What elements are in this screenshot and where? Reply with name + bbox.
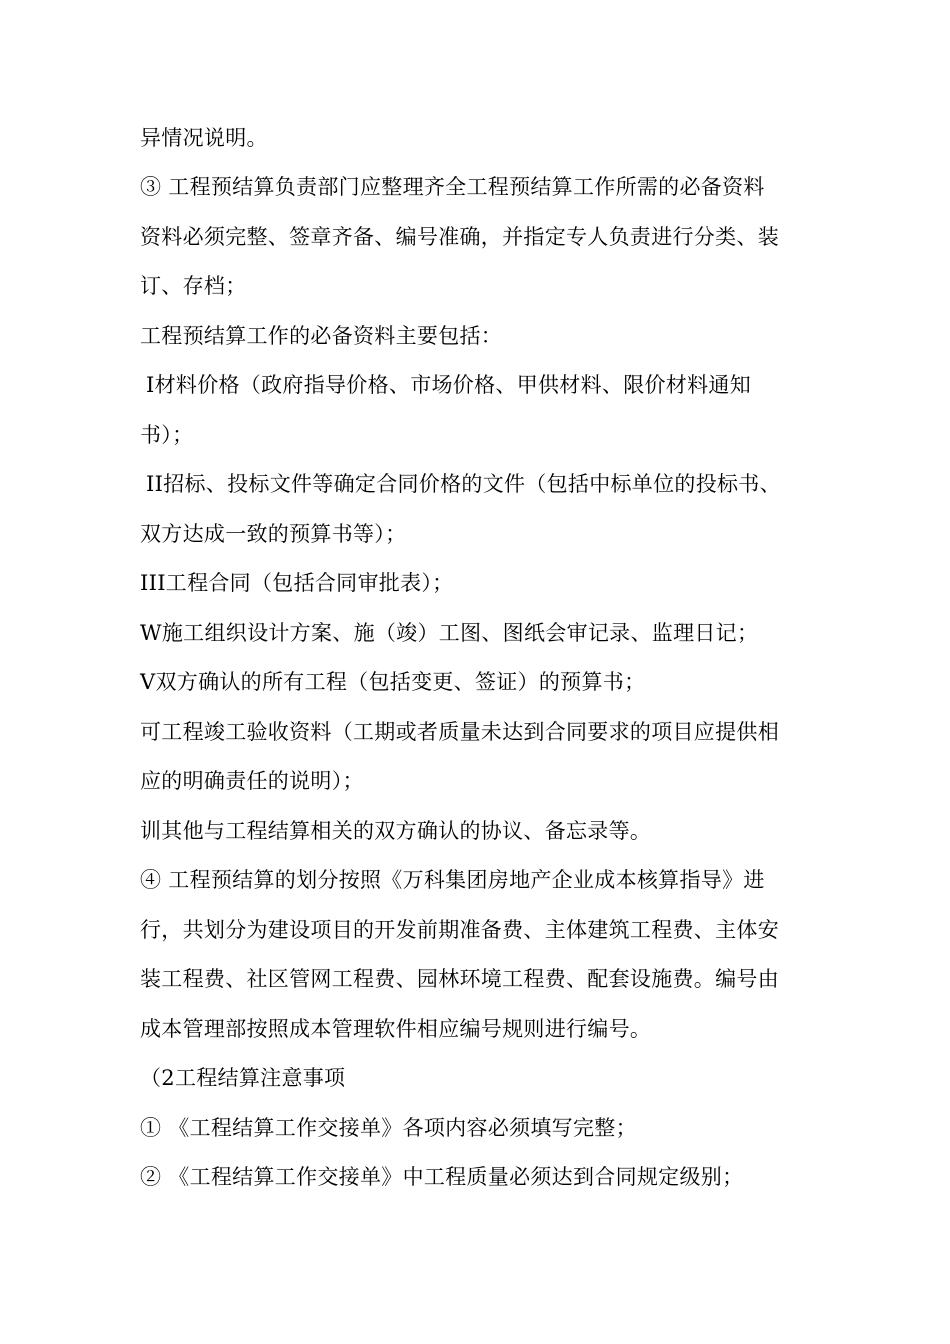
- text-line: 成本管理部按照成本管理软件相应编号规则进行编号。: [140, 1017, 652, 1041]
- text-line: 书）；: [140, 423, 194, 447]
- text-line: II招标、投标文件等确定合同价格的文件（包括中标单位的投标书、: [146, 472, 781, 496]
- section-heading: （2工程结算注意事项: [140, 1066, 346, 1090]
- text-line: 装工程费、社区管网工程费、园林环境工程费、配套设施费。编号由: [140, 967, 779, 991]
- text-line: ③ 工程预结算负责部门应整理齐全工程预结算工作所需的必备资料: [140, 175, 765, 199]
- text-line: ④ 工程预结算的划分按照《万科集团房地产企业成本核算指导》进: [140, 868, 765, 892]
- text-line: III工程合同（包括合同审批表）；: [140, 571, 454, 595]
- text-line: ② 《工程结算工作交接单》中工程质量必须达到合同规定级别；: [140, 1165, 744, 1189]
- text-line: 训其他与工程结算相关的双方确认的协议、备忘录等。: [140, 819, 652, 843]
- text-line: V双方确认的所有工程（包括变更、签证）的预算书；: [140, 670, 646, 694]
- text-line: 应的明确责任的说明）；: [140, 769, 364, 793]
- text-line: I材料价格（政府指导价格、市场价格、甲供材料、限价材料通知: [146, 373, 751, 397]
- text-line: 双方达成一致的预算书等）；: [140, 522, 407, 546]
- text-line: 行，共划分为建设项目的开发前期准备费、主体建筑工程费、主体安: [140, 918, 779, 942]
- text-line: ① 《工程结算工作交接单》各项内容必须填写完整；: [140, 1116, 637, 1140]
- text-line: W施工组织设计方案、施（竣）工图、图纸会审记录、监理日记；: [140, 621, 759, 645]
- text-line: 可工程竣工验收资料（工期或者质量未达到合同要求的项目应提供相: [140, 720, 779, 744]
- text-line: 订、存档；: [140, 274, 247, 298]
- text-line: 异情况说明。: [140, 126, 268, 150]
- text-line: 资料必须完整、签章齐备、编号准确，并指定专人负责进行分类、装: [140, 225, 779, 249]
- text-line: 工程预结算工作的必备资料主要包括：: [140, 324, 503, 348]
